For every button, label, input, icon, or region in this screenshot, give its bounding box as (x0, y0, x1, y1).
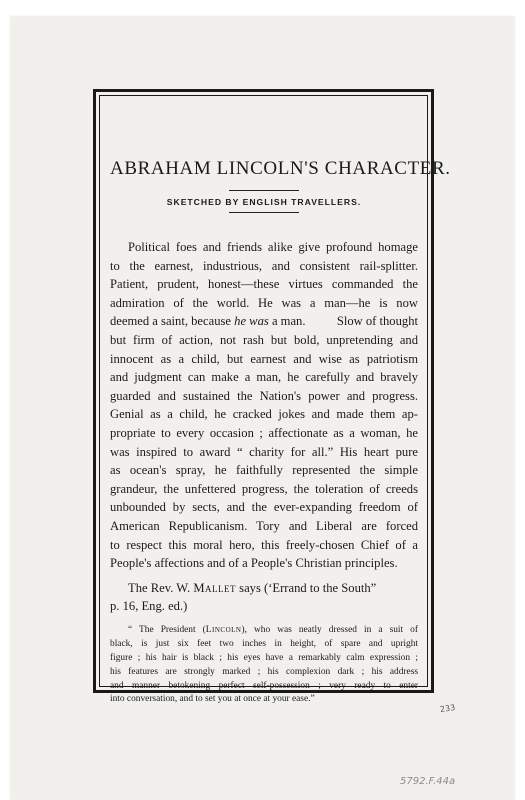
quote-line: black, is just six feet two inches in height, of spare and upright (110, 638, 418, 649)
pencil-page-number: 233 (439, 702, 456, 715)
author-name: Mallet (193, 580, 237, 595)
quote-text: “ The President ( (128, 624, 206, 635)
quote-line: into conversation, and to set you at once at your ease.” (110, 694, 315, 705)
body-line: and judgment can make a man, he carefully and bravely (110, 370, 418, 385)
quoted-passage (110, 624, 418, 707)
catalog-annotation: 5792.F.44a (400, 776, 456, 787)
body-italic-text: he was (234, 314, 269, 329)
body-line: People's affections and of a People's Christian principles. (110, 556, 398, 571)
attribution-line (110, 579, 418, 598)
body-line: unbounded by sects, and the ever-expanding freedom of (110, 500, 418, 515)
body-line: Genial as a child, he cracked jokes and made them ap- (110, 407, 418, 422)
quote-line: and manner betokening perfect self-possession ; very ready to enter (110, 680, 418, 691)
body-line: innocent as a child, but earnest and wise as patriotism (110, 351, 418, 366)
quote-text: ), who was neatly dressed in a suit of (241, 624, 418, 635)
attribution-text: The Rev. W. (128, 580, 191, 595)
body-line: grandeur, the unfettered progress, the toleration of creeds (110, 481, 418, 496)
body-line: American Republicanism. Tory and Liberal are forced (110, 518, 418, 533)
document-subtitle: SKETCHED BY ENGLISH TRAVELLERS. (166, 197, 362, 207)
quote-attribution (110, 579, 418, 616)
body-text: a man. (271, 314, 306, 329)
body-line: was inspired to award “ charity for all.” His heart pure (110, 444, 418, 459)
quote-line: figure ; his hair is black ; his eyes have a remarkably calm expression ; (110, 652, 418, 663)
body-line-with-italic (110, 312, 418, 331)
title-rule (229, 190, 299, 191)
attribution-line: p. 16, Eng. ed.) (110, 599, 188, 614)
subtitle-rule (229, 212, 299, 213)
body-line: Political foes and friends alike give profound homage (128, 240, 418, 254)
body-line: to the earnest, industrious, and consistent rail-splitter. (110, 258, 418, 273)
body-text: deemed a saint, because (110, 314, 231, 329)
body-line: as ocean's spray, he faithfully represented the simple (110, 463, 418, 478)
document-title: ABRAHAM LINCOLN'S CHARACTER. (110, 158, 451, 179)
body-text: Slow of thought (336, 314, 418, 329)
body-line: propriate to every occasion ; affectionate as a woman, he (110, 425, 418, 440)
body-line: guarded and sustained the Nation's power and progress. (110, 388, 418, 403)
quote-line-first (110, 624, 418, 638)
body-line: Patient, prudent, honest—these virtues commanded the (110, 277, 418, 292)
body-line: admiration of the world. He was a man—he is now (110, 295, 418, 310)
body-line: to respect this moral hero, this freely-chosen Chief of a (110, 537, 418, 552)
body-line: but firm of action, not rash but bold, unpretending and (110, 332, 418, 347)
quote-name: Lincoln (205, 624, 242, 635)
quote-line: his features are strongly marked ; his complexion dark ; his address (110, 666, 418, 677)
document-content (110, 150, 451, 707)
attribution-text: says (‘Errand to the South” (239, 580, 377, 595)
main-paragraph (110, 238, 418, 573)
